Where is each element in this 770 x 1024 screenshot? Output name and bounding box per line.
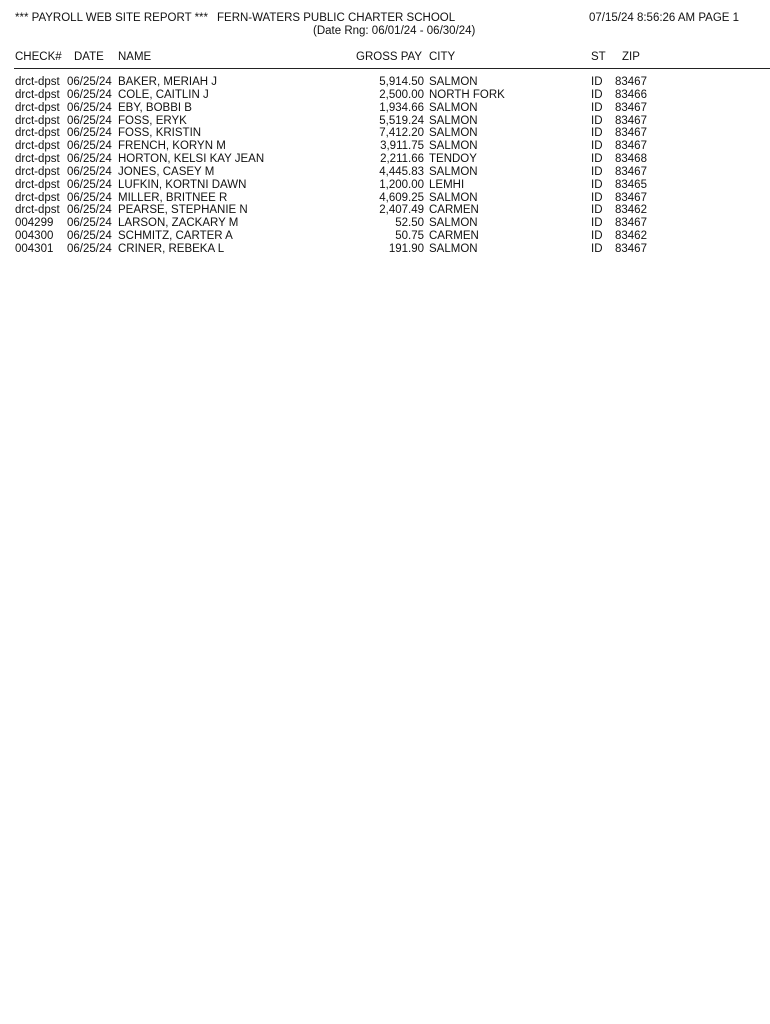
column-header-date: DATE [74, 51, 104, 63]
gross-pay-cell: 1,200.00 [379, 178, 424, 191]
gross-pay-cell: 5,914.50 [379, 76, 424, 88]
state-cell: ID [591, 101, 603, 114]
name-cell: LUFKIN, KORTNI DAWN [118, 178, 247, 191]
state-cell: ID [591, 76, 603, 88]
gross-pay-cell: 2,211.66 [380, 153, 424, 166]
name-cell: FOSS, KRISTIN [118, 127, 202, 140]
city-cell: SALMON [429, 114, 478, 127]
zip-cell: 83467 [615, 114, 647, 127]
zip-cell: 83462 [615, 230, 647, 243]
city-cell: LEMHI [429, 178, 465, 191]
date-cell: 06/25/24 [67, 153, 112, 166]
zip-cell: 83462 [615, 204, 647, 217]
date-cell: 06/25/24 [67, 114, 112, 127]
name-cell: LARSON, ZACKARY M [118, 217, 239, 230]
date-range: (Date Rng: 06/01/24 - 06/30/24) [313, 25, 476, 37]
table-row [0, 76, 770, 89]
date-cell: 06/25/24 [67, 76, 112, 88]
name-cell: HORTON, KELSI KAY JEAN [118, 153, 265, 166]
check-cell: 004300 [15, 230, 54, 243]
column-header-city: CITY [429, 51, 456, 63]
gross-pay-cell: 191.90 [388, 242, 424, 255]
city-cell: SALMON [429, 242, 478, 255]
school-name: FERN-WATERS PUBLIC CHARTER SCHOOL [217, 12, 456, 24]
city-cell: SALMON [429, 191, 478, 204]
check-cell: drct-dpst [15, 140, 60, 153]
date-cell: 06/25/24 [67, 88, 112, 101]
check-cell: drct-dpst [15, 76, 60, 88]
table-row [0, 179, 770, 192]
state-cell: ID [591, 191, 603, 204]
gross-pay-cell: 4,609.25 [379, 191, 424, 204]
state-cell: ID [591, 114, 603, 127]
date-cell: 06/25/24 [67, 191, 112, 204]
check-cell: drct-dpst [15, 114, 60, 127]
gross-pay-cell: 1,934.66 [379, 101, 424, 114]
name-cell: SCHMITZ, CARTER A [118, 230, 233, 243]
name-cell: MILLER, BRITNEE R [118, 191, 228, 204]
check-cell: drct-dpst [15, 101, 60, 114]
column-header-gross-pay: GROSS PAY [356, 51, 423, 63]
gross-pay-cell: 4,445.83 [379, 165, 424, 178]
zip-cell: 83467 [615, 101, 647, 114]
check-cell: drct-dpst [15, 153, 60, 166]
name-cell: CRINER, REBEKA L [118, 242, 225, 255]
name-cell: FRENCH, KORYN M [118, 140, 226, 153]
gross-pay-cell: 5,519.24 [379, 114, 424, 127]
header-divider [14, 68, 770, 69]
name-cell: JONES, CASEY M [118, 165, 215, 178]
date-cell: 06/25/24 [67, 127, 112, 140]
state-cell: ID [591, 127, 603, 140]
check-cell: drct-dpst [15, 88, 60, 101]
gross-pay-cell: 3,911.75 [380, 140, 424, 153]
date-cell: 06/25/24 [67, 230, 112, 243]
check-cell: drct-dpst [15, 165, 60, 178]
report-title: *** PAYROLL WEB SITE REPORT *** [15, 12, 209, 24]
city-cell: SALMON [429, 101, 478, 114]
state-cell: ID [591, 217, 603, 230]
table-row [0, 127, 770, 140]
column-header-zip: ZIP [622, 51, 640, 63]
state-cell: ID [591, 88, 603, 101]
city-cell: SALMON [429, 165, 478, 178]
zip-cell: 83465 [615, 178, 647, 191]
zip-cell: 83467 [615, 217, 647, 230]
table-row [0, 166, 770, 179]
gross-pay-cell: 50.75 [395, 230, 424, 243]
table-row [0, 115, 770, 128]
city-cell: CARMEN [429, 230, 479, 243]
name-cell: BAKER, MERIAH J [118, 76, 218, 88]
date-cell: 06/25/24 [67, 140, 112, 153]
zip-cell: 83467 [615, 76, 647, 88]
check-cell: 004299 [15, 217, 54, 230]
date-cell: 06/25/24 [67, 242, 112, 255]
city-cell: SALMON [429, 140, 478, 153]
name-cell: EBY, BOBBI B [118, 101, 192, 114]
date-cell: 06/25/24 [67, 178, 112, 191]
table-row [0, 217, 770, 230]
gross-pay-cell: 2,407.49 [379, 204, 424, 217]
table-row [0, 192, 770, 205]
zip-cell: 83467 [615, 127, 647, 140]
name-cell: COLE, CAITLIN J [118, 88, 209, 101]
city-cell: CARMEN [429, 204, 479, 217]
check-cell: drct-dpst [15, 204, 60, 217]
date-cell: 06/25/24 [67, 101, 112, 114]
table-row [0, 243, 770, 256]
state-cell: ID [591, 178, 603, 191]
column-header-state: ST [591, 51, 606, 63]
column-header-check: CHECK# [15, 51, 62, 63]
date-cell: 06/25/24 [67, 165, 112, 178]
table-row [0, 89, 770, 102]
zip-cell: 83467 [615, 165, 647, 178]
state-cell: ID [591, 230, 603, 243]
table-row [0, 204, 770, 217]
payroll-table-body [0, 76, 770, 256]
table-row [0, 102, 770, 115]
state-cell: ID [591, 204, 603, 217]
table-row [0, 230, 770, 243]
zip-cell: 83468 [615, 153, 647, 166]
state-cell: ID [591, 140, 603, 153]
zip-cell: 83467 [615, 140, 647, 153]
state-cell: ID [591, 153, 603, 166]
gross-pay-cell: 52.50 [395, 217, 424, 230]
city-cell: NORTH FORK [429, 88, 505, 101]
table-row [0, 140, 770, 153]
zip-cell: 83467 [615, 242, 647, 255]
gross-pay-cell: 7,412.20 [379, 127, 424, 140]
city-cell: SALMON [429, 127, 478, 140]
state-cell: ID [591, 242, 603, 255]
check-cell: drct-dpst [15, 191, 60, 204]
check-cell: drct-dpst [15, 127, 60, 140]
check-cell: drct-dpst [15, 178, 60, 191]
city-cell: SALMON [429, 76, 478, 88]
zip-cell: 83467 [615, 191, 647, 204]
table-row [0, 153, 770, 166]
city-cell: SALMON [429, 217, 478, 230]
column-header-name: NAME [118, 51, 152, 63]
zip-cell: 83466 [615, 88, 647, 101]
date-cell: 06/25/24 [67, 204, 112, 217]
city-cell: TENDOY [429, 153, 477, 166]
gross-pay-cell: 2,500.00 [379, 88, 424, 101]
name-cell: FOSS, ERYK [118, 114, 187, 127]
name-cell: PEARSE, STEPHANIE N [118, 204, 248, 217]
date-cell: 06/25/24 [67, 217, 112, 230]
state-cell: ID [591, 165, 603, 178]
check-cell: 004301 [15, 242, 54, 255]
run-date-page-stamp: 07/15/24 8:56:26 AM PAGE 1 [589, 12, 740, 24]
